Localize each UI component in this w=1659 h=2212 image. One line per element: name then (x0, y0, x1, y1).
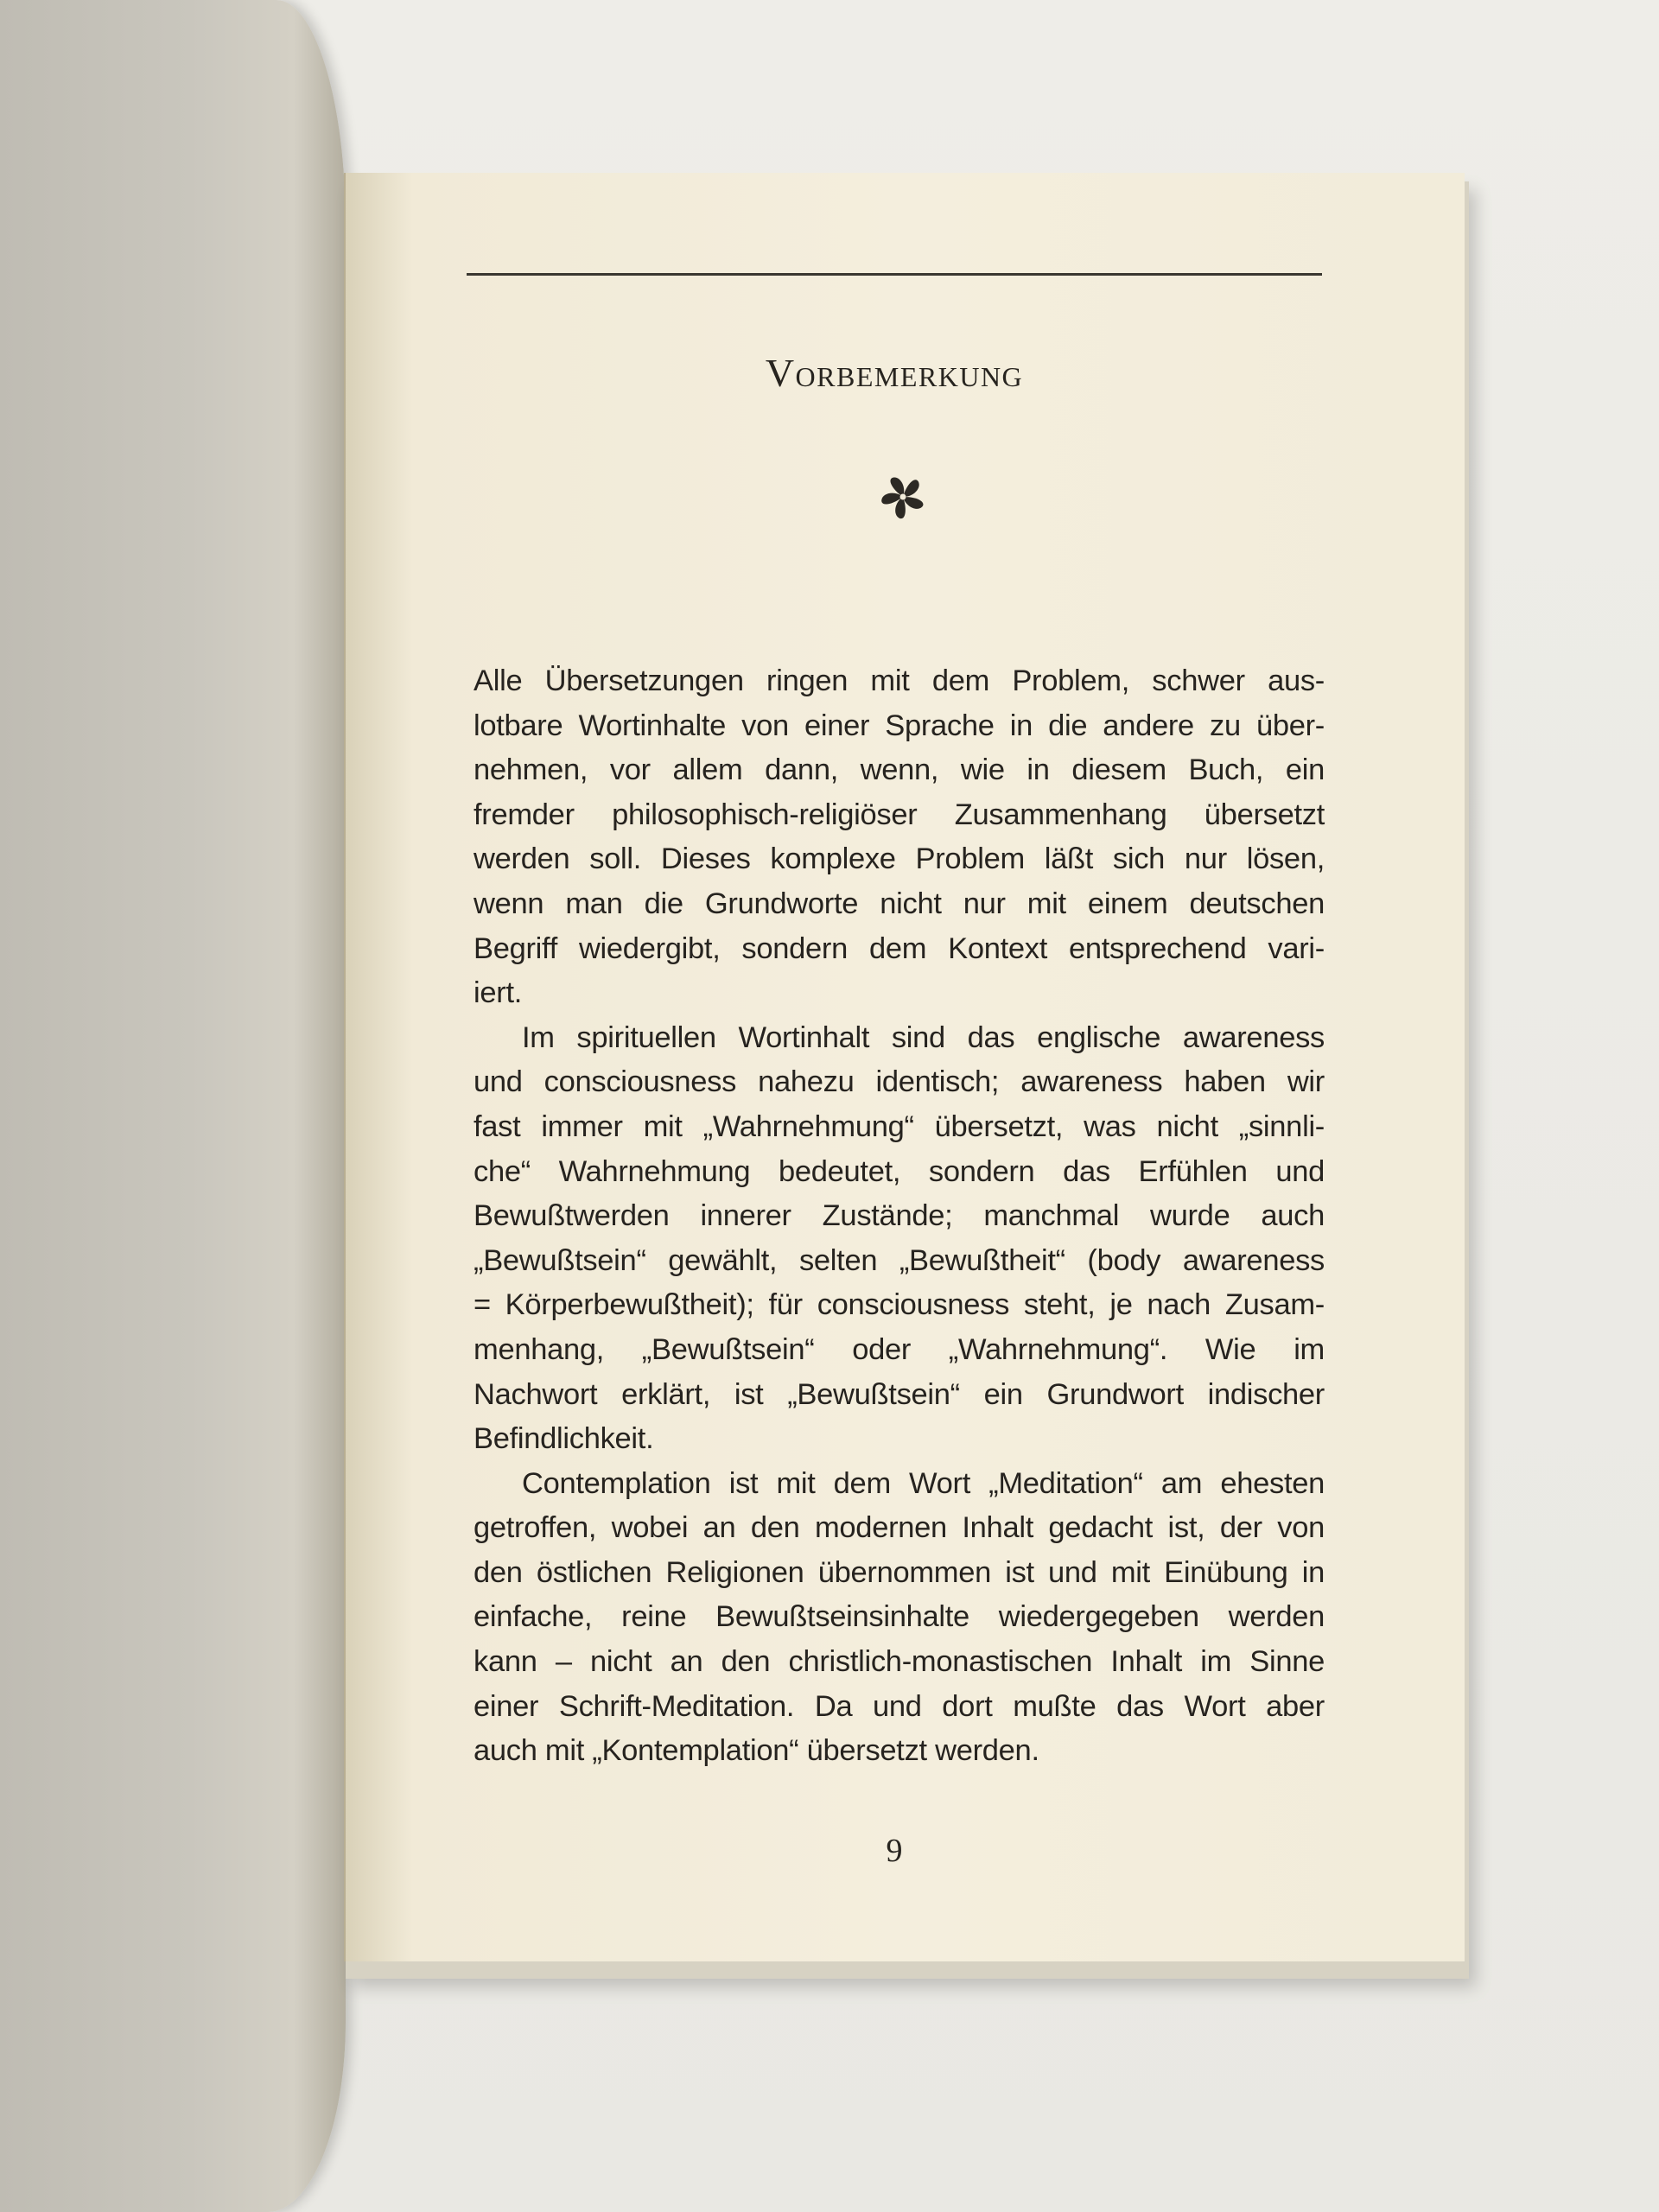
text-line: fremder philosophisch-religiöser Zusammenhang übersetzt (474, 798, 1325, 831)
text-line: menhang, „Bewußtsein“ oder „Wahrnehmung“. Wie im (474, 1332, 1325, 1366)
text-line: = Körperbewußtheit); für consciousness steht, je nach Zusam- (474, 1288, 1325, 1322)
text-line: nehmen, vor allem dann, wenn, wie in diesem Buch, ein (474, 753, 1325, 787)
book-page (344, 173, 1465, 1961)
text-line: fast immer mit „Wahrnehmung“ übersetzt, was nicht „sinnli- (474, 1109, 1325, 1143)
text-line: den östlichen Religionen übernommen ist und mit Einübung in (474, 1555, 1325, 1589)
header-rule (467, 273, 1322, 276)
text-line: Begriff wiedergibt, sondern dem Kontext entsprechend vari- (474, 931, 1325, 965)
text-line: Contemplation ist mit dem Wort „Meditation“ am ehesten (522, 1466, 1325, 1500)
text-line: werden soll. Dieses komplexe Problem läßt sich nur lösen, (474, 842, 1325, 876)
text-line: einfache, reine Bewußtseinsinhalte wiedergegeben werden (474, 1600, 1325, 1634)
text-line: Nachwort erklärt, ist „Bewußtsein“ ein Grundwort indischer (474, 1377, 1325, 1411)
text-line: getroffen, wobei an den modernen Inhalt gedacht ist, der von (474, 1511, 1325, 1545)
text-line: che“ Wahrnehmung bedeutet, sondern das Erfühlen und (474, 1154, 1325, 1188)
text-line: lotbare Wortinhalte von einer Sprache in die andere zu über- (474, 709, 1325, 742)
text-line: Alle Übersetzungen ringen mit dem Problem, schwer aus- (474, 664, 1325, 697)
text-line: iert. (474, 976, 523, 1010)
text-line: wenn man die Grundworte nicht nur mit einem deutschen (474, 887, 1325, 920)
text-line: Im spirituellen Wortinhalt sind das englische awareness (522, 1020, 1325, 1054)
left-page (0, 0, 346, 2212)
text-line: auch mit „Kontemplation“ übersetzt werden. (474, 1734, 1039, 1768)
text-line: Befindlichkeit. (474, 1422, 654, 1456)
text-line: Bewußtwerden innerer Zustände; manchmal wurde auch (474, 1199, 1325, 1233)
page-number: 9 (886, 1833, 903, 1869)
text-line: „Bewußtsein“ gewählt, selten „Bewußtheit“ (body awareness (474, 1243, 1325, 1277)
body-text (474, 659, 1325, 1774)
text-line: und consciousness nahezu identisch; awareness haben wir (474, 1065, 1325, 1099)
text-line: kann – nicht an den christlich-monastischen Inhalt im Sinne (474, 1645, 1325, 1679)
swirl-flower-ornament-icon (873, 467, 933, 527)
chapter-title: Vorbemerkung (765, 351, 1024, 395)
text-line: einer Schrift-Meditation. Da und dort mußte das Wort aber (474, 1689, 1325, 1723)
